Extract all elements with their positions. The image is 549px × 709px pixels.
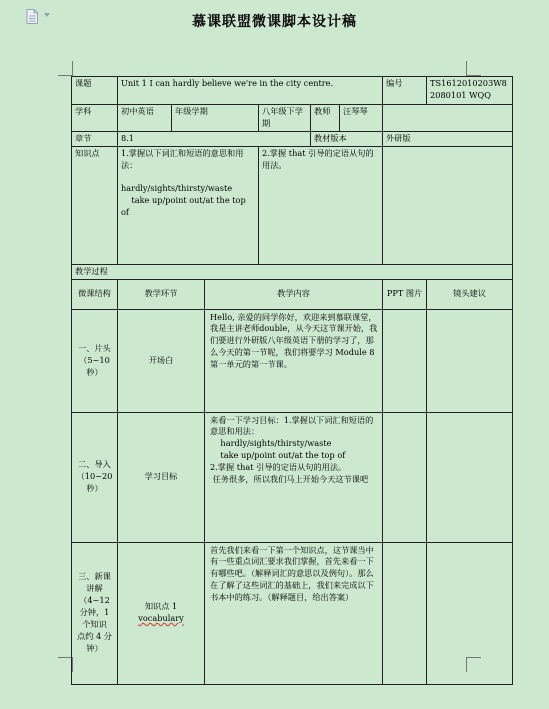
code-label: 编号 (383, 77, 427, 105)
row3-content: 首先我们来看一下第一个知识点，这节课当中有一些重点词汇要求我们掌握，首先来看一下有哪些吧。（解释词汇的意思以及例句）。那么在了解了这些词汇的基础上，我们来完成以下书本中的练习。（解释题目，给出答案） (205, 542, 383, 684)
process-row-1 (72, 309, 513, 412)
chapter-value: 8.1 (118, 131, 311, 146)
knowledge-label: 知识点 (72, 146, 118, 264)
row2-ppt (383, 412, 427, 542)
topic-label: 课题 (72, 77, 118, 105)
row1-structure: 一、片头 （5~10 秒） (72, 309, 118, 412)
topic-value: Unit 1 I can hardly believe we're in the city centre. (118, 77, 383, 105)
row2-camera (427, 412, 513, 542)
row3-camera (427, 542, 513, 684)
header-camera: 镜头建议 (427, 279, 513, 309)
row3-stage-vocabulary: vocabulary (138, 613, 184, 624)
header-stage: 教学环节 (118, 279, 205, 309)
term-label: 年级学期 (172, 105, 259, 132)
row1-ppt (383, 309, 427, 412)
topic-row (72, 77, 513, 105)
subject-value: 初中英语 (118, 105, 172, 132)
teacher-label: 教师 (311, 105, 340, 132)
process-row-3 (72, 542, 513, 684)
process-label: 教学过程 (72, 264, 513, 279)
document-title: 慕课联盟微课脚本设计稿 (192, 14, 357, 30)
knowledge-point-1: 1.掌握以下词汇和短语的意思和用法： hardly/sights/thirsty/waste take up/point out/at the top of (118, 146, 259, 264)
row2-content: 来看一下学习目标：1.掌握以下词汇和短语的意思和用法： hardly/sights/thirsty/waste take up/point out/at the top of 2.掌握 that 引导的定语从句的用法。 任务很多，所以我们马上开始今天这节课吧 (205, 412, 383, 542)
row3-ppt (383, 542, 427, 684)
process-header-row (72, 279, 513, 309)
process-title-row (72, 264, 513, 279)
chapter-row (72, 131, 513, 146)
code-value: TS1612010203W82080101 WQQ (427, 77, 513, 105)
crop-mark-top-right (466, 61, 481, 76)
crop-mark-top-left (58, 61, 73, 76)
script-table (71, 76, 513, 685)
header-ppt: PPT 图片 (383, 279, 427, 309)
teacher-value: 汪琴琴 (340, 105, 383, 132)
row3-stage-cell (118, 542, 205, 684)
knowledge-point-2: 2.掌握 that 引导的定语从句的用法。 (259, 146, 383, 264)
row1-camera (427, 309, 513, 412)
row1-stage: 开场白 (118, 309, 205, 412)
row2-structure: 二、导入 （10~20 秒） (72, 412, 118, 542)
subject-row (72, 105, 513, 132)
subject-label: 学科 (72, 105, 118, 132)
header-structure: 微课结构 (72, 279, 118, 309)
edition-label: 教材版本 (311, 131, 383, 146)
chapter-label: 章节 (72, 131, 118, 146)
row3-stage: 知识点 1 (144, 601, 178, 612)
edition-value: 外研版 (383, 131, 513, 146)
knowledge-row (72, 146, 513, 264)
row3-structure: 三、新课 讲解 （4~12 分钟，1 个知识 点约 4 分 钟） (72, 542, 118, 684)
row1-content: Hello, 亲爱的同学你好，欢迎来到慕联课堂，我是主讲老师double，从今天这节课开始，我们要进行外研版八年级英语下册的学习了，那么今天的第一节呢，我们将要学习 Module 8 第一单元的第一节课。 (205, 309, 383, 412)
process-row-2 (72, 412, 513, 542)
header-content: 教学内容 (205, 279, 383, 309)
row2-stage: 学习目标 (118, 412, 205, 542)
term-value: 八年级下学期 (259, 105, 311, 132)
